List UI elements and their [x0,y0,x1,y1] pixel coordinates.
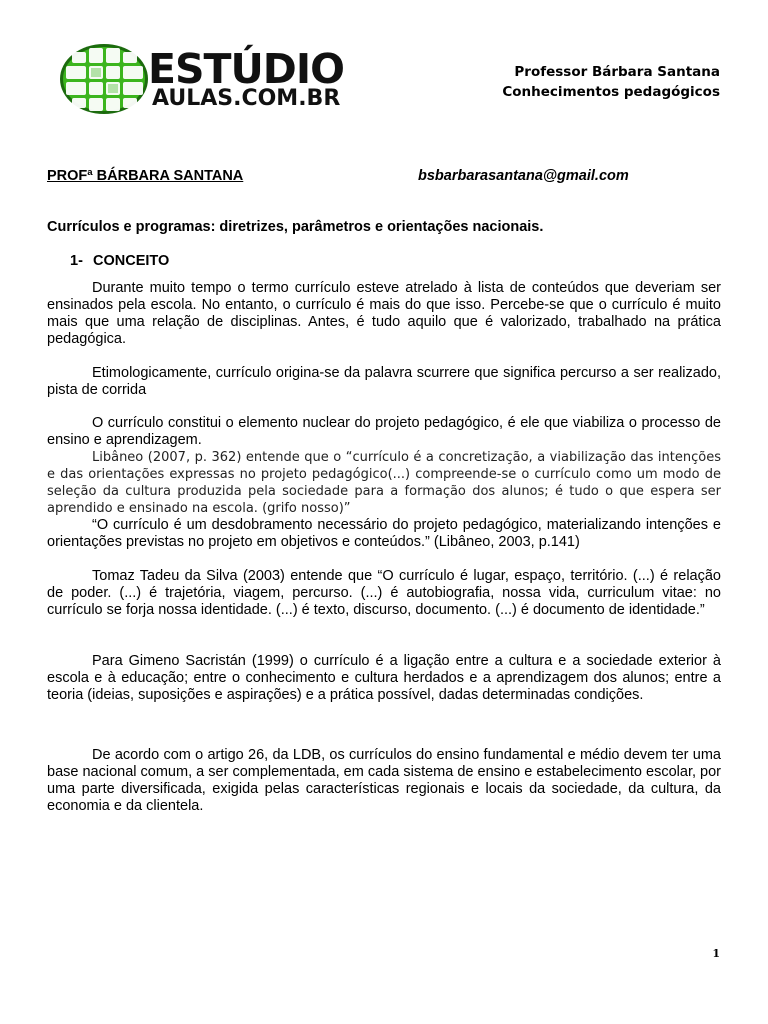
author-name: PROFª BÁRBARA SANTANA [47,168,244,184]
paragraph-sacristan: Para Gimeno Sacristán (1999) o currículo é a ligação entre a cultura e a sociedade exterior à escola e à educação; entre o conhecimento e cultura herdados e a aprendizagem dos alunos; entre a teoria (ideias, suposições e aspirações) e a prática possível, dadas determinadas condições. [47,653,721,703]
paragraph-3: O currículo constitui o elemento nuclear do projeto pedagógico, é ele que viabiliza o processo de ensino e aprendizagem. [47,415,721,448]
logo-title: ESTÚDIO [148,45,344,93]
section-number: 1- [70,253,83,269]
quote-libaneo-2007: Libâneo (2007, p. 362) entende que o “currículo é a concretização, a viabilização das intenções e das orientações expressas no projeto pedagógico(...) compreende-se o currículo como um modo de seleção da cultura produzida pela sociedade para a formação dos alunos; é tudo o que espera ser aprendido e ensinado na escola. (grifo nosso)” [47,450,721,516]
header-professor: Professor Bárbara Santana [514,64,720,80]
author-email: bsbarbarasantana@gmail.com [418,168,629,184]
paragraph-silva: Tomaz Tadeu da Silva (2003) entende que “O currículo é lugar, espaço, território. (...) é relação de poder. (...) é trajetória, viagem, percurso. (...) é autobiografia, nossa vida, curriculum vitae: no currículo se forja nossa identidade. (...) é texto, discurso, documento. (...) é documento de identidade.” [47,568,721,618]
section-title: CONCEITO [93,253,170,269]
header-info [502,62,720,102]
quote-libaneo-2003: “O currículo é um desdobramento necessário do projeto pedagógico, materializando intenções e orientações previstas no projeto em objetivos e conteúdos.” (Libâneo, 2003, p.141) [47,517,721,550]
page-number: 1 [712,947,720,960]
paragraph-ldb: De acordo com o artigo 26, da LDB, os currículos do ensino fundamental e médio devem ter uma base nacional comum, a ser complementada, em cada sistema de ensino e estabelecimento escolar, por uma parte diversificada, exigida pelas características regionais e locais da sociedade, da cultura, da economia e da clientela. [47,747,721,814]
paragraph-2: Etimologicamente, currículo origina-se da palavra scurrere que significa percurso a ser realizado, pista de corrida [47,365,721,398]
paragraph-1: Durante muito tempo o termo currículo esteve atrelado à lista de conteúdos que deveriam ser ensinados pela escola. No entanto, o currículo é mais do que isso. Percebe-se que o currículo é muito mais que uma relação de disciplinas. Antes, é tudo aquilo que é valorizado, trabalhado na prática pedagógica. [47,280,721,347]
document-title: Currículos e programas: diretrizes, parâmetros e orientações nacionais. [47,219,544,235]
logo-subtitle: AULAS.COM.BR [152,86,341,111]
globe-icon [58,42,150,117]
site-logo [58,42,344,117]
section-heading [70,253,169,269]
header-subject: Conhecimentos pedagógicos [502,84,720,100]
